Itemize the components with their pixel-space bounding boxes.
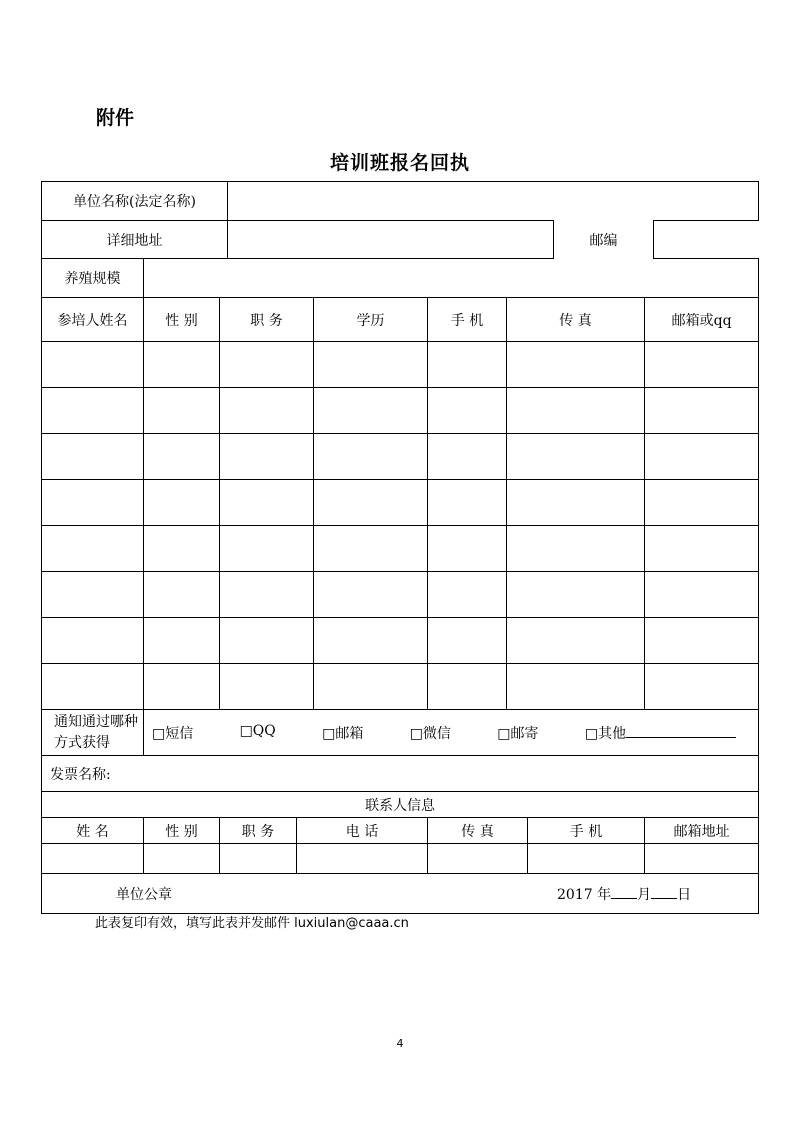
unit-name-row [42,182,759,221]
participant-education-field[interactable] [314,434,428,480]
month-blank[interactable] [611,884,637,899]
invoice-label: 发票名称: [42,756,759,792]
participant-position-field[interactable] [220,434,314,480]
participant-mobile-field[interactable] [428,572,507,618]
participant-email-field[interactable] [645,618,759,664]
participant-header-gender: 性 别 [144,298,220,342]
page-number: 4 [396,1037,404,1050]
seal-row [42,874,759,914]
contact-header-phone: 电 话 [297,818,428,844]
seal-cell [42,874,759,914]
participant-header-education: 学历 [314,298,428,342]
contact-mobile-field[interactable] [528,844,645,874]
contact-header-name: 姓 名 [42,818,144,844]
notice-option-qq[interactable]: □QQ [239,722,276,739]
notice-option-other[interactable] [585,723,736,743]
participant-email-field[interactable] [645,526,759,572]
notice-option-email[interactable]: □邮箱 [322,725,364,742]
participant-education-field[interactable] [314,480,428,526]
contact-header-fax: 传 真 [428,818,528,844]
participant-name-field[interactable] [42,342,144,388]
participant-gender-field[interactable] [144,664,220,710]
participant-position-field[interactable] [220,388,314,434]
contact-section-row [42,792,759,818]
participant-gender-field[interactable] [144,388,220,434]
participant-row [42,480,759,526]
participant-header-email: 邮箱或qq [645,298,759,342]
participant-email-field[interactable] [645,480,759,526]
contact-position-field[interactable] [220,844,297,874]
participant-mobile-field[interactable] [428,342,507,388]
participant-header-position: 职 务 [220,298,314,342]
participant-name-field[interactable] [42,434,144,480]
contact-header-email: 邮箱地址 [645,818,759,844]
notice-option-other-label: □其他 [584,725,627,742]
contact-phone-field[interactable] [297,844,428,874]
participant-education-field[interactable] [314,388,428,434]
participant-position-field[interactable] [220,480,314,526]
unit-name-field[interactable] [228,182,759,221]
participant-fax-field[interactable] [507,434,645,480]
participant-gender-field[interactable] [144,618,220,664]
participant-position-field[interactable] [220,526,314,572]
date-line [557,884,691,904]
notice-option-sms[interactable]: □短信 [152,725,194,742]
contact-header-row [42,818,759,844]
participant-fax-field[interactable] [507,480,645,526]
date-day: 日 [677,887,692,903]
postcode-label-text: 邮编 [589,232,618,249]
notice-options [144,710,759,756]
participant-row [42,572,759,618]
participant-row [42,526,759,572]
participant-header-row [42,298,759,342]
participant-position-field[interactable] [220,342,314,388]
participant-mobile-field[interactable] [428,618,507,664]
participant-header-mobile: 手 机 [428,298,507,342]
participant-name-field[interactable] [42,664,144,710]
participant-fax-field[interactable] [507,388,645,434]
attachment-label: 附件 [96,107,135,129]
participant-education-field[interactable] [314,572,428,618]
participant-mobile-field[interactable] [428,388,507,434]
address-field[interactable] [228,221,645,259]
participant-education-field[interactable] [314,618,428,664]
participant-fax-field[interactable] [507,526,645,572]
participant-gender-field[interactable] [144,572,220,618]
participant-gender-field[interactable] [144,480,220,526]
notice-option-mail[interactable]: □邮寄 [497,725,539,742]
farm-scale-field[interactable] [144,259,759,298]
farm-scale-row [42,259,759,298]
day-blank[interactable] [651,884,677,899]
participant-name-field[interactable] [42,572,144,618]
participant-email-field[interactable] [645,572,759,618]
form-title: 培训班报名回执 [329,152,470,174]
participant-gender-field[interactable] [144,342,220,388]
participant-gender-field[interactable] [144,434,220,480]
notice-option-wechat[interactable]: □微信 [409,725,451,742]
contact-data-row [42,844,759,874]
participant-row [42,388,759,434]
participant-mobile-field[interactable] [428,480,507,526]
participant-fax-field[interactable] [507,664,645,710]
notice-label: 通知通过哪种方式获得 [42,710,144,756]
participant-header-fax: 传 真 [507,298,645,342]
participant-mobile-field[interactable] [428,434,507,480]
participant-header-name: 参培人姓名 [42,298,144,342]
participant-mobile-field[interactable] [428,664,507,710]
contact-email-field[interactable] [645,844,759,874]
participant-name-field[interactable] [42,526,144,572]
participant-education-field[interactable] [314,342,428,388]
participant-email-field[interactable] [645,664,759,710]
contact-section-label: 联系人信息 [42,792,759,818]
date-year: 2017 年 [557,887,612,903]
participant-position-field[interactable] [220,572,314,618]
contact-gender-field[interactable] [144,844,220,874]
farm-scale-label: 养殖规模 [42,259,144,298]
participant-name-field[interactable] [42,480,144,526]
address-row [42,221,759,259]
participant-name-field[interactable] [42,618,144,664]
contact-fax-field[interactable] [428,844,528,874]
participant-rows [42,342,759,710]
participant-gender-field[interactable] [144,526,220,572]
participant-position-field[interactable] [220,618,314,664]
contact-header-mobile: 手 机 [528,818,645,844]
participant-name-field[interactable] [42,388,144,434]
participant-row [42,342,759,388]
participant-row [42,664,759,710]
participant-fax-field[interactable] [507,572,645,618]
participant-fax-field[interactable] [507,342,645,388]
participant-row [42,434,759,480]
date-month: 月 [637,887,652,903]
contact-header-gender: 性 别 [144,818,220,844]
contact-name-field[interactable] [42,844,144,874]
participant-education-field[interactable] [314,664,428,710]
other-blank-line[interactable] [626,723,736,738]
participant-email-field[interactable] [645,434,759,480]
participant-mobile-field[interactable] [428,526,507,572]
seal-label: 单位公章 [116,887,172,903]
footer-note: 此表复印有效，填写此表并发邮件 luxiulan@caaa.cn [95,916,409,931]
notice-row [42,710,759,756]
address-label: 详细地址 [42,221,228,259]
invoice-row [42,756,759,792]
participant-position-field[interactable] [220,664,314,710]
participant-education-field[interactable] [314,526,428,572]
registration-form-table [41,181,759,914]
participant-row [42,618,759,664]
contact-header-position: 职 务 [220,818,297,844]
participant-email-field[interactable] [645,388,759,434]
participant-email-field[interactable] [645,342,759,388]
participant-fax-field[interactable] [507,618,645,664]
unit-name-label: 单位名称(法定名称) [42,182,228,221]
